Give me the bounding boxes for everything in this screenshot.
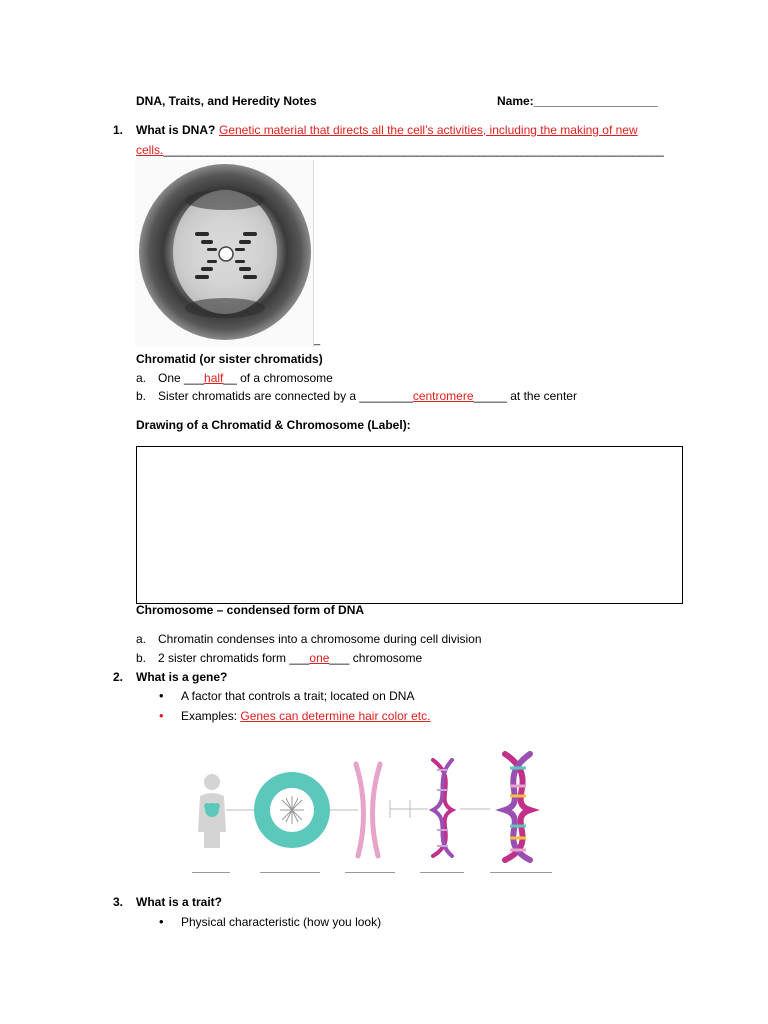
chromatid-a-marker: a. <box>136 371 147 385</box>
label-blank-cell[interactable] <box>260 872 320 873</box>
q1-question: What is DNA? <box>136 123 216 137</box>
label-blank-dna-small[interactable] <box>420 872 464 873</box>
q2-number: 2. <box>113 670 124 684</box>
chromosome-b-marker: b. <box>136 651 147 665</box>
chromatid-heading: Chromatid (or sister chromatids) <box>136 352 323 366</box>
drawing-box[interactable] <box>136 446 683 604</box>
chromosome-a-marker: a. <box>136 632 147 646</box>
q2-bullet2-label: Examples: <box>181 709 238 723</box>
chromatid-b-suffix: _____ at the center <box>473 389 577 403</box>
drawing-heading: Drawing of a Chromatid & Chromosome (Label): <box>136 418 411 432</box>
chromosome-b-suffix: ___ chromosome <box>329 651 423 665</box>
dna-helix-icon-small <box>433 760 452 856</box>
q3-question: What is a trait? <box>136 895 223 909</box>
q1-answer-line2-row <box>136 143 674 157</box>
q1-number: 1. <box>113 123 124 137</box>
q2-bullet1-text: A factor that controls a trait; located on DNA <box>181 689 415 703</box>
chromosome-b-item <box>158 651 422 665</box>
chromatid-b-answer: centromere <box>412 389 474 403</box>
chromosome-b-prefix: 2 sister chromatids form ___ <box>158 651 310 665</box>
person-icon <box>198 774 226 848</box>
cell-icon <box>254 772 330 848</box>
name-blank: ____________________ <box>533 94 658 108</box>
cell-to-dna-illustration <box>190 748 560 878</box>
chromatid-a-prefix: One ___ <box>158 371 205 385</box>
q3-number: 3. <box>113 895 124 909</box>
cell-to-dna-svg <box>190 748 560 878</box>
dna-helix-icon-large <box>505 754 530 860</box>
chromatid-b-prefix: Sister chromatids are connected by a ________ <box>158 389 413 403</box>
q1-answer-line2: cells. <box>136 143 164 157</box>
q1-answer-line1: Genetic material that directs all the cell’s activities, including the making of new <box>219 123 638 137</box>
q2-bullet2-dot: • <box>159 708 164 723</box>
chromatid-b-marker: b. <box>136 389 147 403</box>
name-label: Name: <box>497 94 534 108</box>
name-field[interactable] <box>497 94 657 108</box>
image-caption-dash: _ <box>314 334 321 346</box>
chromatid-a-suffix: __ of a chromosome <box>223 371 333 385</box>
xray-diffraction-image <box>135 160 314 347</box>
q3-bullet1-dot: • <box>159 914 164 929</box>
q2-question: What is a gene? <box>136 670 228 684</box>
chromosome-b-answer: one <box>309 651 330 665</box>
q1-trailing-blank: _________________________________________________________________________________ <box>163 143 664 157</box>
chromosome-a-text: Chromatin condenses into a chromosome during cell division <box>158 632 482 646</box>
xray-diffraction-svg <box>135 160 313 347</box>
label-blank-dna-large[interactable] <box>490 872 552 873</box>
chromatid-a-item <box>158 371 333 385</box>
label-blank-person[interactable] <box>192 872 230 873</box>
q3-bullet1-text: Physical characteristic (how you look) <box>181 915 382 929</box>
q2-bullet2-answer: Genes can determine hair color etc. <box>240 709 431 723</box>
q2-bullet2-item <box>181 709 430 723</box>
document-title: DNA, Traits, and Heredity Notes <box>136 94 317 108</box>
label-blank-chromosome[interactable] <box>345 872 395 873</box>
chromosome-icon <box>356 764 380 856</box>
q2-bullet1-dot: • <box>159 688 164 703</box>
chromatid-b-item <box>158 389 577 403</box>
chromosome-heading: Chromosome – condensed form of DNA <box>136 603 365 617</box>
chromatid-a-answer: half <box>204 371 224 385</box>
